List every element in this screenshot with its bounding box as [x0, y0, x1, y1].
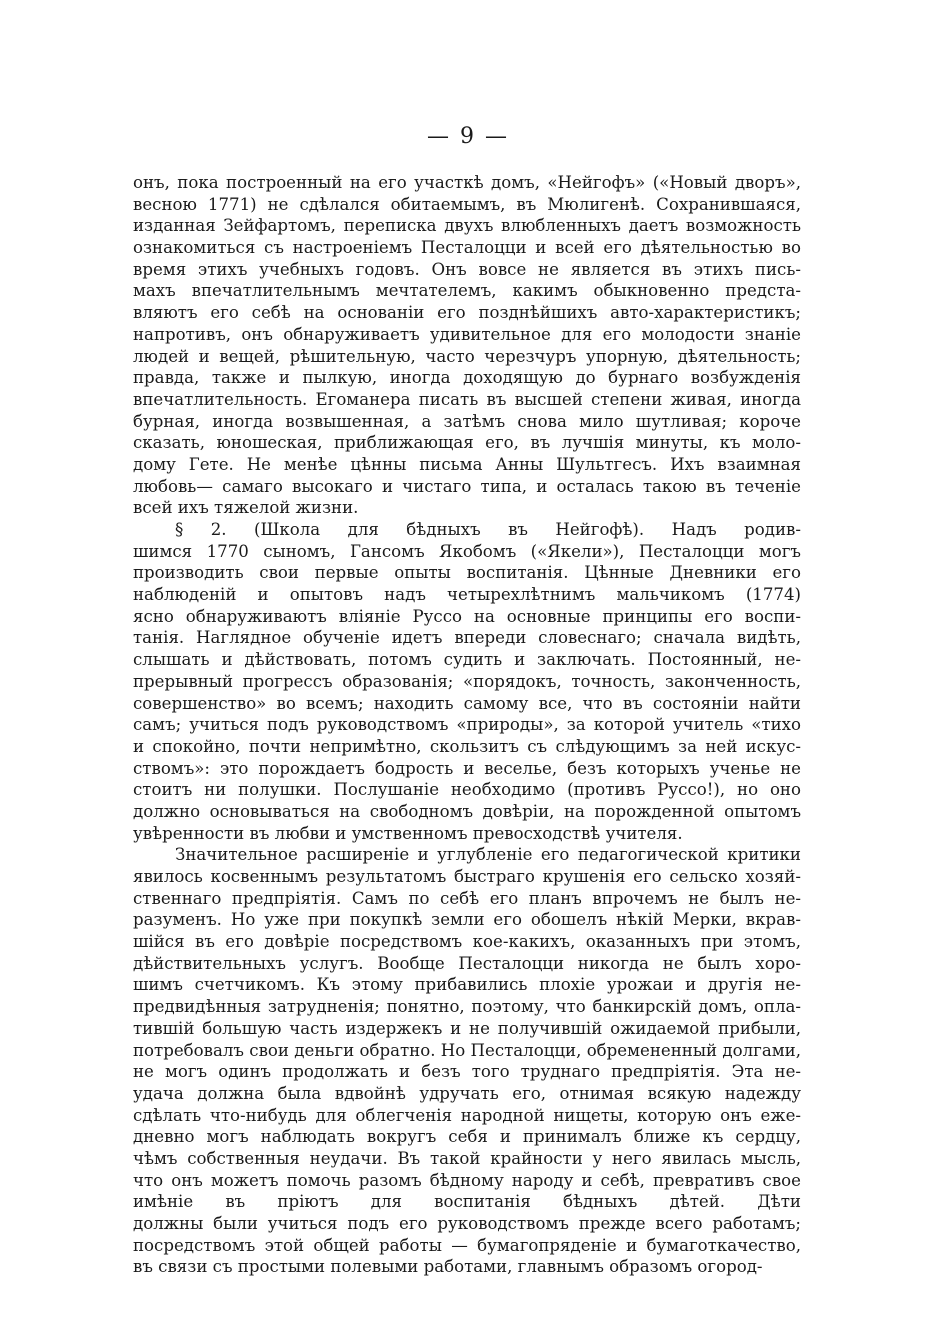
- text-line: напротивъ, онъ обнаруживаетъ удивительное для его молодости знаніе: [133, 324, 801, 344]
- text-line: увѣренности въ любви и умственномъ превосходствѣ учителя.: [133, 823, 683, 843]
- text-line: дневно могъ наблюдать вокругъ себя и принималъ ближе къ сердцу,: [133, 1127, 801, 1147]
- text-line: любовь— самаго высокаго и чистаго типа, и осталась такою въ теченіе: [133, 476, 801, 496]
- text-line: стоитъ ни полушки. Послушаніе необходимо (противъ Руссо!), но оно: [133, 780, 801, 800]
- body-text: [133, 172, 801, 1278]
- text-line: впечатлительность. Егоманера писать въ высшей степени живая, иногда: [133, 389, 801, 409]
- text-line: сдѣлать что-нибудь для облегченія народной нищеты, которую онъ еже-: [133, 1105, 801, 1125]
- text-line: прерывный прогрессъ образованія; «порядокъ, точность, законченность,: [133, 671, 801, 691]
- text-line: имѣніе въ пріютъ для воспитанія бѣдныхъ дѣтей. Дѣти: [133, 1192, 801, 1212]
- text-line: изданная Зейфартомъ, переписка двухъ влюбленныхъ даетъ возможность: [133, 216, 801, 236]
- text-line: шимъ счетчикомъ. Къ этому прибавились плохіе урожаи и другія не-: [133, 975, 801, 995]
- text-line: должны были учиться подъ его руководствомъ прежде всего работамъ;: [133, 1214, 801, 1233]
- text-line: бурная, иногда возвышенная, а затѣмъ снова мило шутливая; короче: [133, 411, 801, 431]
- text-line: совершенство» во всемъ; находить самому все, что въ состояніи найти: [133, 693, 801, 713]
- text-line: слышать и дѣйствовать, потомъ судить и заключать. Постоянный, не-: [133, 650, 801, 670]
- paragraph: [133, 844, 801, 1278]
- text-line: явилось косвеннымъ результатомъ быстраго крушенія его сельско хозяй-: [133, 867, 801, 886]
- text-line: Значительное расширеніе и углубленіе его педагогической критики: [175, 845, 801, 865]
- text-line: посредствомъ этой общей работы — бумагопряденіе и бумаготкачество,: [133, 1235, 801, 1255]
- text-line: шимся 1770 сыномъ, Гансомъ Якобомъ («Якели»), Песталоцци могъ: [133, 541, 801, 561]
- text-line: ясно обнаруживаютъ вліяніе Руссо на основные принципы его воспи-: [133, 606, 801, 626]
- text-line: правда, также и пылкую, иногда доходящую до бурнаго возбужденія: [133, 368, 801, 388]
- text-line: всей ихъ тяжелой жизни.: [133, 498, 359, 518]
- text-line: ственнаго предпріятія. Самъ по себѣ его планъ впрочемъ не былъ не-: [133, 888, 801, 908]
- text-line: предвидѣнныя затрудненія; понятно, поэтому, что банкирскій домъ, опла-: [133, 997, 801, 1017]
- page-number: — 9 —: [427, 124, 509, 149]
- text-line: самъ; учиться подъ руководствомъ «природы», за которой учитель «тихо: [133, 715, 801, 735]
- text-line: и спокойно, почти непримѣтно, скользитъ съ слѣдующимъ за ней искус-: [133, 736, 801, 756]
- text-line: сказать, юношеская, приближающая его, въ лучшія минуты, къ моло-: [133, 433, 801, 453]
- text-line: танія. Наглядное обученіе идетъ впереди словеснаго; сначала видѣть,: [133, 628, 801, 648]
- text-line: чѣмъ собственныя неудачи. Въ такой крайности у него явилась мысль,: [133, 1148, 801, 1168]
- text-line: наблюденій и опытовъ надъ четырехлѣтнимъ мальчикомъ (1774): [133, 585, 801, 605]
- text-line: дѣйствительныхъ услугъ. Вообще Песталоцци никогда не былъ хоро-: [133, 953, 801, 973]
- text-line: ствомъ»: это порождаетъ бодрость и веселье, безъ которыхъ ученье не: [133, 758, 801, 778]
- text-line: махъ впечатлительнымъ мечтателемъ, какимъ обыкновенно предста-: [133, 281, 801, 301]
- text-line: разуменъ. Но уже при покупкѣ земли его обошелъ нѣкій Мерки, вкрав-: [133, 910, 801, 930]
- text-line: не могъ одинъ продолжать и безъ того труднаго предпріятія. Эта не-: [133, 1062, 801, 1082]
- text-line: производить свои первые опыты воспитанія. Цѣнные Дневники его: [133, 563, 801, 583]
- text-line: вляютъ его себѣ на основаніи его позднѣйшихъ авто-характеристикъ;: [133, 303, 801, 323]
- text-line: въ связи съ простыми полевыми работами, главнымъ образомъ огород-: [133, 1257, 763, 1277]
- text-line: весною 1771) не сдѣлался обитаемымъ, въ Мюлигенѣ. Сохранившаяся,: [133, 194, 801, 214]
- text-line: удача должна была вдвойнѣ удручать его, отнимая всякую надежду: [133, 1083, 801, 1103]
- text-line: онъ, пока построенный на его участкѣ домъ, «Нейгофъ» («Новый дворъ»,: [133, 173, 801, 192]
- text-line: § 2. (Школа для бѣдныхъ въ Нейгофѣ). Надъ родив-: [175, 520, 801, 539]
- text-line: ознакомиться съ настроеніемъ Песталоцци и всей его дѣятельностью во: [133, 238, 801, 258]
- text-line: шійся въ его довѣріе посредствомъ кое-какихъ, оказанныхъ при этомъ,: [133, 932, 801, 952]
- paragraph: [133, 172, 801, 519]
- text-line: должно основываться на свободномъ довѣріи, на порожденной опытомъ: [133, 801, 801, 821]
- text-line: людей и вещей, рѣшительную, часто черезчуръ упорную, дѣятельность;: [133, 346, 801, 366]
- text-line: дому Гете. Не менѣе цѣнны письма Анны Шультгесъ. Ихъ взаимная: [133, 454, 801, 474]
- text-line: потребовалъ свои деньги обратно. Но Песталоцци, обремененный долгами,: [133, 1040, 801, 1060]
- text-line: тившій большую часть издержекъ и не получившій ожидаемой прибыли,: [133, 1018, 801, 1038]
- text-line: что онъ можетъ помочь разомъ бѣдному народу и себѣ, превративъ свое: [133, 1170, 801, 1190]
- paragraph: [133, 519, 801, 844]
- text-line: время этихъ учебныхъ годовъ. Онъ вовсе не является въ этихъ пись-: [133, 259, 801, 279]
